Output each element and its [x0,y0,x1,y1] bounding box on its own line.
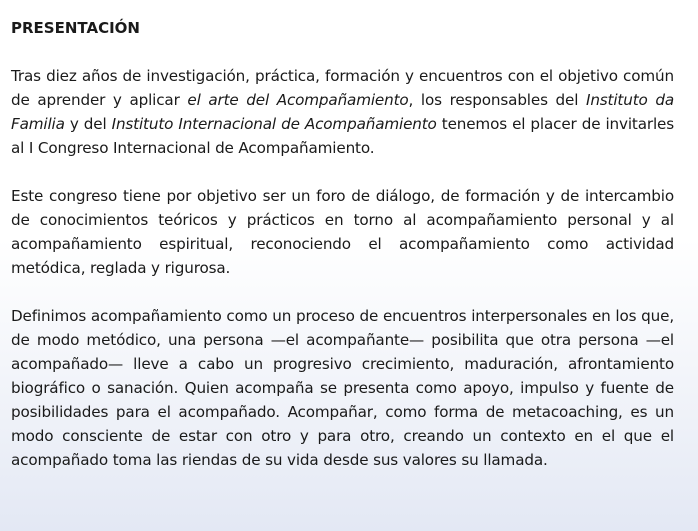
intro-text-4: tenemos el placer de invitarles al I Congreso Internacional de Acompañamiento. [11,115,674,157]
intro-emphasis-arte: el arte del Acompañamiento [187,91,409,109]
paragraph-definition: Definimos acompañamiento como un proceso de encuentros interpersonales en los que, de modo metódico, una persona —el acompañante— posibilita que otra persona —el acompañado— lleve a cabo un progresivo crecimiento, maduración, afrontamiento biográfico o sanación. Quien acompaña se presenta como apoyo, impulso y fuente de posibilidades para el acompañado. Acompañar, como forma de metacoaching, es un modo consciente de estar con otro y para otro, creando un contexto en el que el acompañado toma las riendas de su vida desde sus valores su llamada. [11,307,674,469]
paragraph-intro [11,64,674,160]
intro-emphasis-instituto-internacional: Instituto Internacional de Acompañamiento [111,115,437,133]
intro-text-1: Tras diez años de investigación, práctica, formación y encuentros con el objetivo común de aprender y aplicar [11,67,674,109]
intro-text-2: , los responsables del [408,91,586,109]
section-heading: PRESENTACIÓN [11,19,140,37]
paragraph-objective: Este congreso tiene por objetivo ser un foro de diálogo, de formación y de intercambio de conocimientos teóricos y prácticos en torno al acompañamiento personal y al acompañamiento espiritual, reconociendo el acompañamiento como actividad metódica, reglada y rigurosa. [11,187,674,277]
intro-text-3: y del [64,115,112,133]
intro-emphasis-instituto-familia: Instituto da Familia [11,91,674,133]
